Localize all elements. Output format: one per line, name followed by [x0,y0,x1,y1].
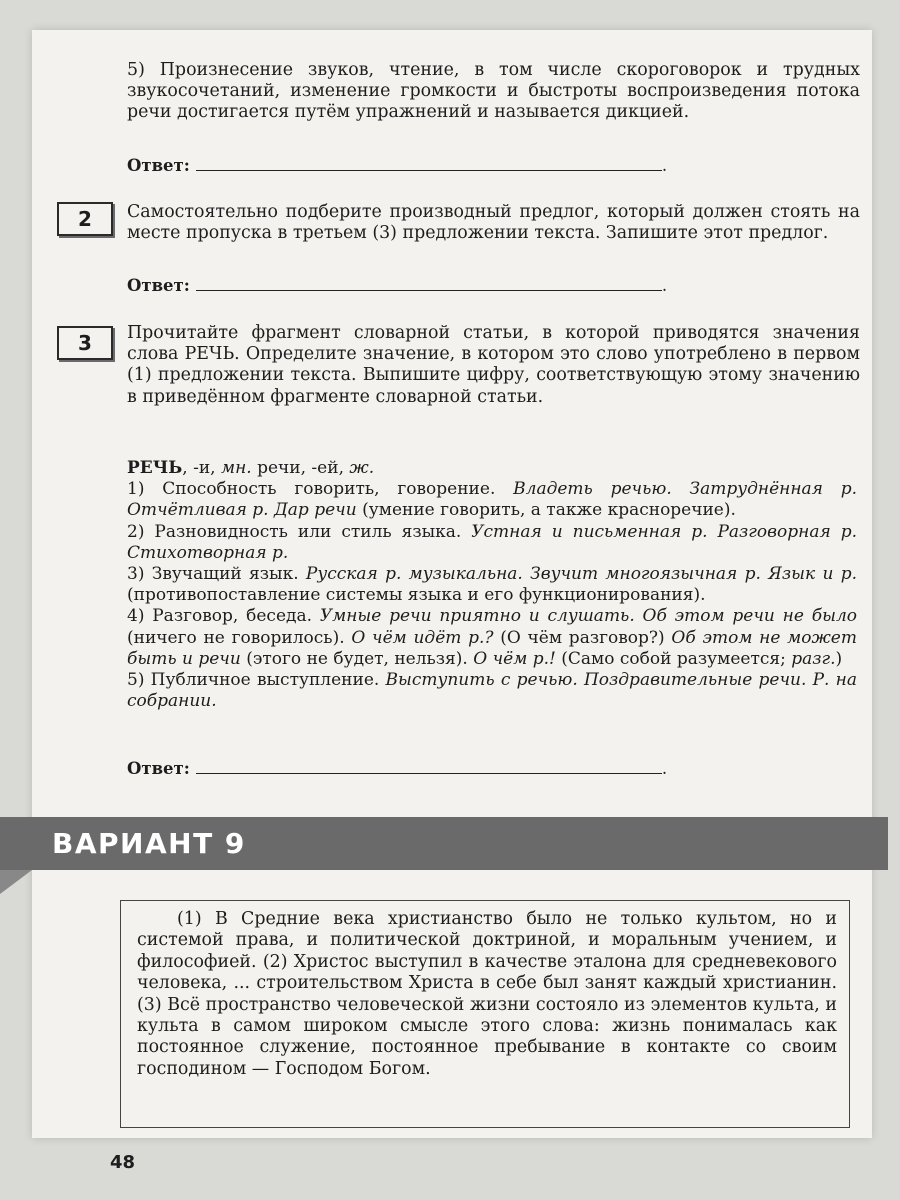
task-3 [127,323,860,408]
meaning-4: 4) Разговор, беседа. Умные речи приятно и слушать. Об этом речи не было (ничего не говорилось). О чём идёт р.? (О чём разговор?) Об этом не может быть и речи (этого не будет, нельзя). О чём р.! (Само собой разумеется; разг.) [127,606,857,669]
answer-line-3[interactable]: Ответ: . [127,759,668,778]
task-3-text: Прочитайте фрагмент словарной статьи, в которой приводятся значения слова РЕЧЬ. Определите значение, в котором это слово употреблено в первом (1) предложении текста. Выпишите цифру, соответствующую этому значению в приведённом фрагменте словарной статьи. [127,323,860,407]
task-2-text: Самостоятельно подберите производный предлог, который должен стоять на месте пропуска в третьем (3) предложении текста. Запишите этот предлог. [127,202,860,244]
task-number-2: 2 [57,202,113,236]
banner-corner-decoration [0,870,32,894]
answer-line-1[interactable]: Ответ: . [127,156,668,175]
answer-label: Ответ: [127,276,190,295]
headword-line: РЕЧЬ, -и, мн. речи, -ей, ж. [127,458,375,478]
headword: РЕЧЬ [127,458,183,478]
answer-label: Ответ: [127,759,190,778]
task-2 [127,202,860,244]
meaning-1: 1) Способность говорить, говорение. Владеть речью. Затруднённая р. Отчётливая р. Дар речи (умение говорить, а также красноречие). [127,479,857,521]
passage-box [120,900,850,1128]
passage-text: (1) В Средние века христианство было не только культом, но и системой права, и политической доктриной, и моральным учением, и философией. (2) Христос выступил в качестве эталона для средневекового человека, ... строительством Христа в себе был занят каждый христианин. (3) Всё пространство человеческой жизни состояло из элементов культа, и культа в самом широком смысле этого слова: жизнь понималась как постоянное служение, постоянное пребывание в контакте со своим господином — Господом Богом. [137,909,837,1079]
meaning-5: 5) Публичное выступление. Выступить с речью. Поздравительные речи. Р. на собрании. [127,670,857,712]
answer-field[interactable] [196,759,662,774]
dictionary-entry [127,458,857,712]
answer-label: Ответ: [127,156,190,175]
variant-banner [0,817,888,870]
page-number: 48 [110,1152,136,1173]
meaning-3: 3) Звучащий язык. Русская р. музыкальна. Звучит многоязычная р. Язык и р. (противопоставление системы языка и его функционирования). [127,564,857,606]
item-5-text: 5) Произнесение звуков, чтение, в том числе скороговорок и трудных звукосочетаний, изменение громкости и быстроты воспроизведения потока речи достигается путём упражнений и называется дикцией. [127,60,860,123]
meaning-2: 2) Разновидность или стиль языка. Устная и письменная р. Разговорная р. Стихотворная р. [127,521,857,563]
task-number-3: 3 [57,326,113,360]
answer-line-2[interactable]: Ответ: . [127,276,668,295]
answer-field[interactable] [196,156,662,171]
answer-field[interactable] [196,276,662,291]
variant-title: ВАРИАНТ 9 [52,827,246,860]
list-item-5 [127,60,860,124]
